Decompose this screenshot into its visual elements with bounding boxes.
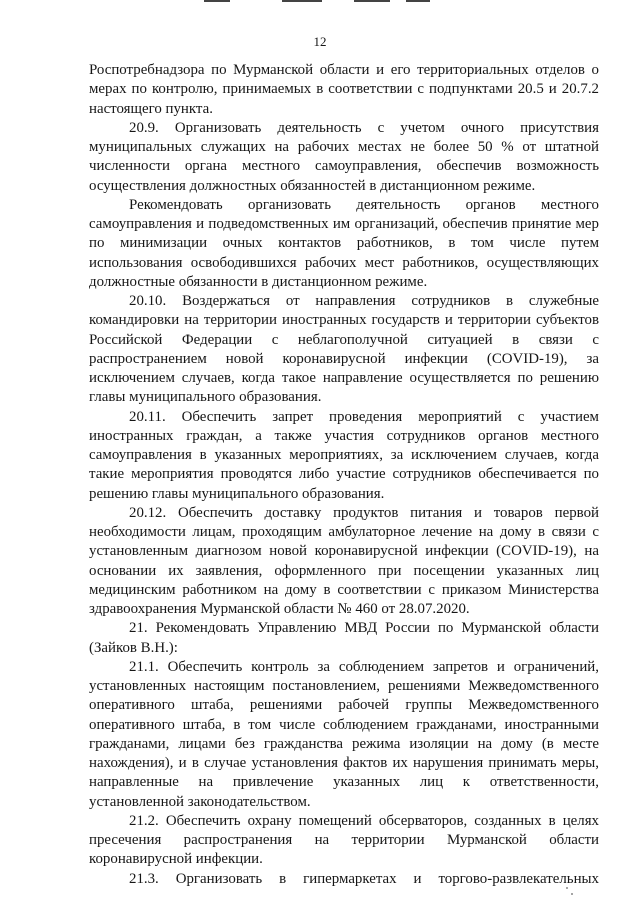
top-edge-mark-2 bbox=[282, 0, 322, 2]
page-number: 12 bbox=[313, 34, 327, 49]
paragraph-20-11: 20.11. Обеспечить запрет проведения мероприятий с участием иностранных граждан, а также участия сотрудников органов местного самоуправления в указанных мероприятиях, за исключением случаев, когда такие мероприятия проводятся либо участие сотрудников обеспечивается по решению главы муниципального образования. bbox=[89, 408, 599, 502]
paragraph-recommendation: Рекомендовать организовать деятельность органов местного самоуправления и подведомственных им организаций, обеспечив принятие мер по минимизации очных контактов работников, в том числе путем использования освободившихся рабочих мест работников, осуществляющих должностные обязанности в дистанционном режиме. bbox=[89, 196, 599, 290]
scan-speck bbox=[571, 893, 573, 895]
top-edge-mark-3 bbox=[354, 0, 390, 2]
scan-speck bbox=[566, 887, 568, 889]
paragraph-20-12: 20.12. Обеспечить доставку продуктов питания и товаров первой необходимости лицам, проходящим амбулаторное лечение на дому в связи с установленным диагнозом новой коронавирусной инфекции (COVID-19), на основании их заявления, оформленного при посещении указанных лиц медицинским работником на дому в соответствии с приказом Министерства здравоохранения Мурманской области № 460 от 28.07.2020. bbox=[89, 504, 599, 617]
paragraph-continuation: Роспотребнадзора по Мурманской области и его территориальных отделов о мерах по контролю, принимаемых в соответствии с подпунктами 20.5 и 20.7.2 настоящего пункта. bbox=[89, 62, 599, 117]
top-edge-mark-1 bbox=[204, 0, 230, 2]
document-body bbox=[89, 61, 599, 889]
top-edge-mark-4 bbox=[406, 0, 430, 2]
paragraph-20-9: 20.9. Организовать деятельность с учетом очного присутствия муниципальных служащих на рабочих местах не более 50 % от штатной численности органа местного самоуправления, обеспечив возможность осуществления должностных обязанностей в дистанционном режиме. bbox=[89, 119, 599, 194]
paragraph-21-3: 21.3. Организовать в гипермаркетах и торгово-развлекательных bbox=[129, 870, 599, 887]
paragraph-21-1: 21.1. Обеспечить контроль за соблюдением запретов и ограничений, установленных настоящим постановлением, решениями Межведомственного оперативного штаба, решениями рабочей группы Межведомственного оперативного штаба, в том числе соблюдением гражданами, иностранными гражданами, лицами без гражданства режима изоляции на дому (в месте нахождения), и в случае установления фактов их нарушения принимать меры, направленные на привлечение указанных лиц к ответственности, установленной законодательством. bbox=[89, 658, 599, 810]
paragraph-21: 21. Рекомендовать Управлению МВД России по Мурманской области (Зайков В.Н.): bbox=[89, 620, 599, 656]
paragraph-21-2: 21.2. Обеспечить охрану помещений обсерваторов, созданных в целях пресечения распространения на территории Мурманской области коронавирусной инфекции. bbox=[89, 812, 599, 868]
paragraph-20-10: 20.10. Воздержаться от направления сотрудников в служебные командировки на территории иностранных государств и территории субъектов Российской Федерации с неблагополучной ситуацией в связи с распространением новой коронавирусной инфекции (COVID-19), за исключением случаев, когда такое направление осуществляется по решению главы муниципального образования. bbox=[89, 293, 599, 406]
